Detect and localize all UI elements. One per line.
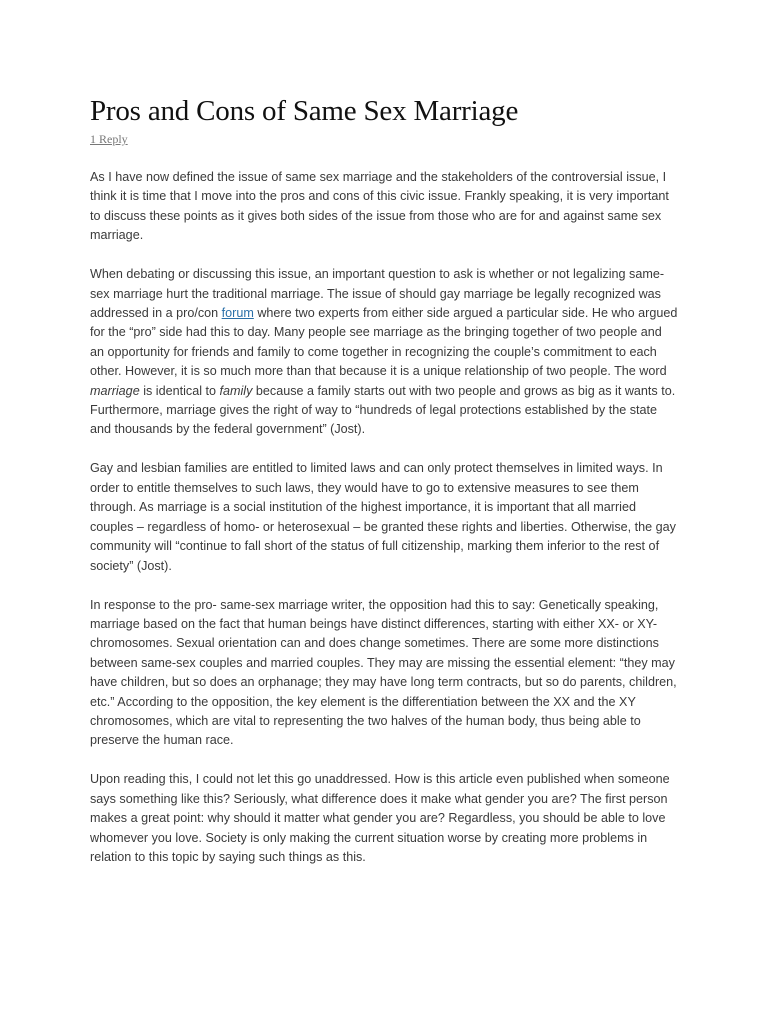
paragraph-2-text-d: because a family starts out with two people and grows as big as it wants to. Furthermore, marriage gives the right of way to “hundreds of legal protections established by the state and thousands by the federal government” (Jost). — [90, 383, 676, 437]
paragraph-4: In response to the pro- same-sex marriage writer, the opposition had this to say: Genetically speaking, marriage based on the fact that human beings have distinct differences, starting with either XX- or XY-chromosomes. Sexual orientation can and does change sometimes. There are some more distinctions between same-sex couples and married couples. They may are missing the essential element: “they may have children, but so does an orphanage; they may have long term contracts, but so do parents, children, etc.” According to the opposition, the key element is the differentiation between the XX and the XY chromosomes, which are vital to representing the two halves of the human body, thus being able to preserve the human race. — [90, 597, 677, 748]
forum-link[interactable]: forum — [221, 306, 254, 321]
article-body — [90, 168, 678, 867]
article — [90, 92, 678, 887]
paragraph-3: Gay and lesbian families are entitled to limited laws and can only protect themselves in limited ways. In order to entitle themselves to such laws, they would have to go to extensive measures to see them through. As marriage is a social institution of the highest importance, it is important that all married couples – regardless of homo- or heterosexual – be granted these rights and liberties. Otherwise, the gay community will “continue to fall short of the status of full citizenship, marking them inferior to the rest of society” (Jost). — [90, 461, 676, 573]
emphasis-family: family — [219, 383, 253, 398]
page-title: Pros and Cons of Same Sex Marriage — [90, 95, 519, 127]
reply-count-link[interactable]: 1 Reply — [90, 132, 128, 146]
paragraph-2-text-c: is identical to — [139, 383, 220, 398]
emphasis-marriage: marriage — [90, 383, 140, 398]
paragraph-2 — [90, 265, 678, 440]
paragraph-1: As I have now defined the issue of same sex marriage and the stakeholders of the controversial issue, I think it is time that I move into the pros and cons of this civic issue. Frankly speaking, it is very important to discuss these points as it gives both sides of the issue from those who are for and against same sex marriage. — [90, 170, 669, 243]
paragraph-2-text-b: where two experts from either side argued a particular side. He who argued for the “pro” side had this to day. Many people see marriage as the bringing together of two people and an opportunity for friends and family to come together in recognizing the couple’s commitment to each other. However, it is so much more than that because it is a unique relationship of two people. The word — [90, 306, 678, 379]
paragraph-5: Upon reading this, I could not let this go unaddressed. How is this article even published when someone says something like this? Seriously, what difference does it make what gender you are? The first person makes a great point: why should it matter what gender you are? Regardless, you should be able to love whomever you love. Society is only making the current situation worse by creating more problems in relation to this topic by saying such things as this. — [90, 772, 670, 864]
paragraph-2-text-a: When debating or discussing this issue, an important question to ask is whether or not legalizing same-sex marriage hurt the traditional marriage. The issue of should gay marriage be legally recognized was addressed in a pro/con — [90, 267, 665, 321]
